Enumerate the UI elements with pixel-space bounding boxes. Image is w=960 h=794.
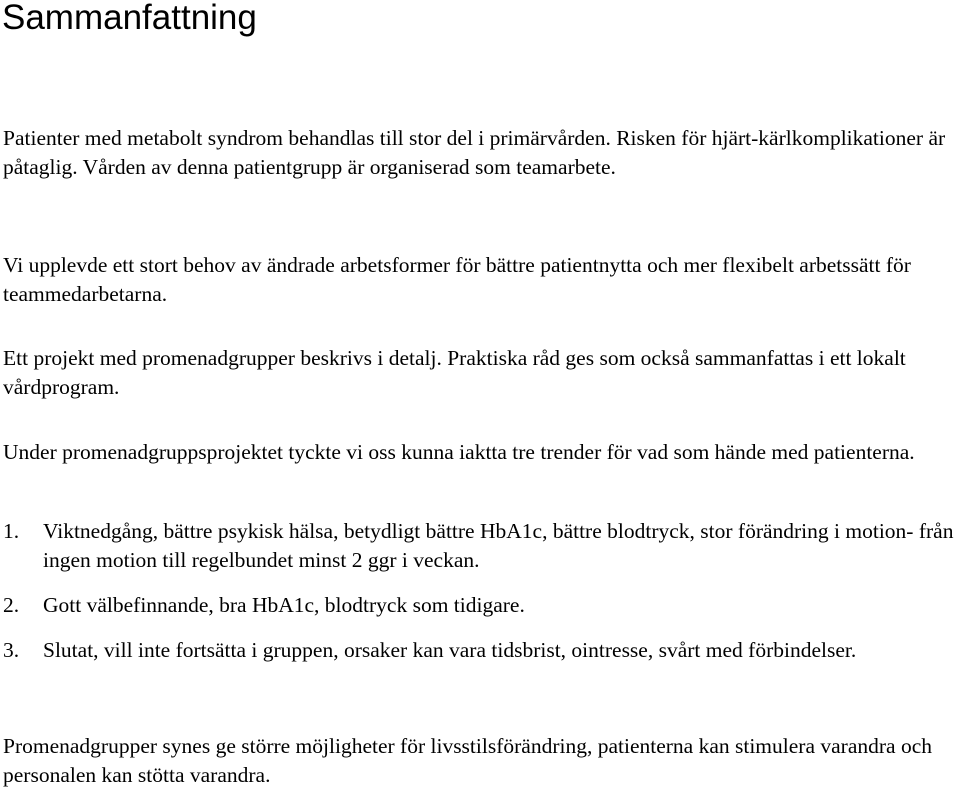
- list-item: [3, 591, 958, 620]
- paragraph-trends: Under promenadgruppsprojektet tyckte vi oss kunna iaktta tre trender för vad som hände med patienterna.: [3, 440, 915, 464]
- page-title: Sammanfattning: [2, 0, 257, 37]
- list-number: 1.: [3, 519, 20, 543]
- list-text: Gott välbefinnande, bra HbA1c, blodtryck som tidigare.: [43, 593, 525, 617]
- list-text: Slutat, vill inte fortsätta i gruppen, orsaker kan vara tidsbrist, ointresse, svårt med förbindelser.: [43, 638, 857, 662]
- paragraph-closing: Promenadgrupper synes ge större möjligheter för livsstilsförändring, patienterna kan stimulera varandra och personalen kan stötta varandra.: [3, 734, 932, 787]
- paragraph-project: Ett projekt med promenadgrupper beskrivs i detalj. Praktiska råd ges som också sammanfattas i ett lokalt vårdprogram.: [3, 346, 906, 399]
- list-number: 3.: [3, 638, 20, 662]
- list-number: 2.: [3, 593, 20, 617]
- list-text: Viktnedgång, bättre psykisk hälsa, betydligt bättre HbA1c, bättre blodtryck, stor förändring i motion- från ingen motion till regelbundet minst 2 ggr i veckan.: [43, 519, 954, 572]
- list-item: [3, 636, 958, 665]
- list-item: [3, 517, 958, 575]
- paragraph-intro: Patienter med metabolt syndrom behandlas till stor del i primärvården. Risken för hjärt-kärlkomplikationer är påtaglig. Vården av denna patientgrupp är organiserad som teamarbete.: [3, 126, 946, 179]
- paragraph-need: Vi upplevde ett stort behov av ändrade arbetsformer för bättre patientnytta och mer flexibelt arbetssätt för teammedarbetarna.: [3, 253, 911, 306]
